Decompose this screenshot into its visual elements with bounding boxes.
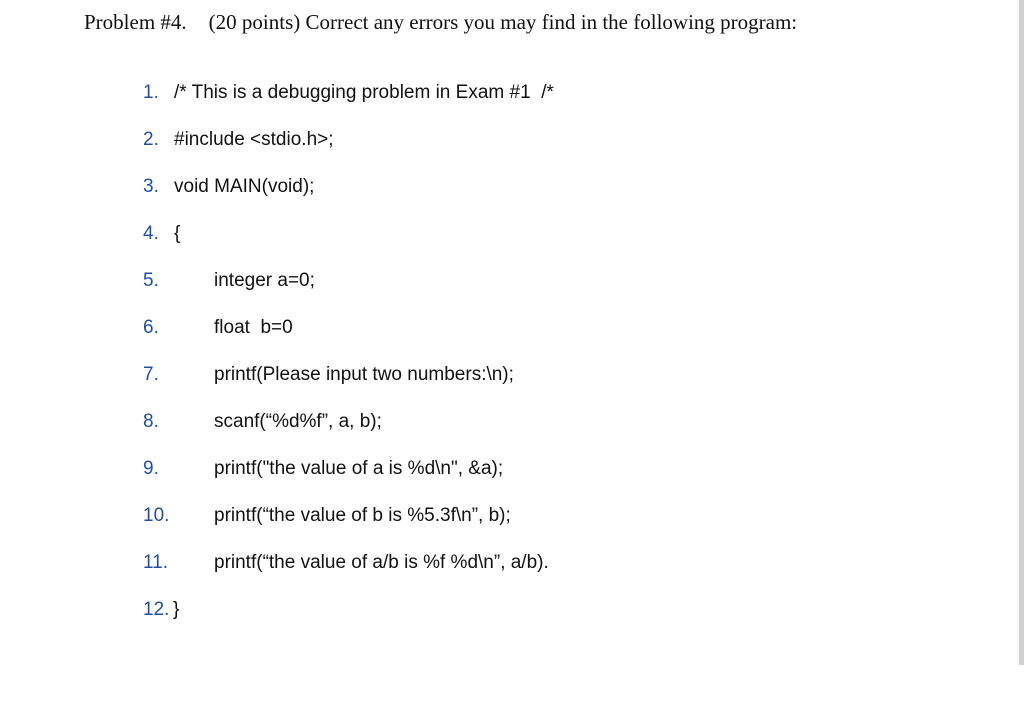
code-line — [0, 221, 181, 247]
problem-heading — [84, 9, 797, 35]
line-code: /* This is a debugging problem in Exam #1 /* — [174, 82, 554, 103]
line-code: float b=0 — [214, 317, 293, 338]
line-code: printf("the value of a is %d\n", &a); — [214, 458, 504, 479]
code-line — [0, 174, 315, 200]
line-number: 4. — [143, 223, 159, 244]
line-code: printf(Please input two numbers:\n); — [214, 364, 514, 385]
code-line — [0, 503, 511, 529]
code-line — [0, 127, 334, 153]
code-line — [0, 315, 293, 341]
line-number: 1. — [143, 82, 159, 103]
line-number: 10. — [143, 505, 170, 526]
line-number: 12. — [143, 599, 170, 620]
line-code: integer a=0; — [214, 270, 315, 291]
line-code: printf(“the value of a/b is %f %d\n”, a/b). — [214, 552, 549, 573]
problem-prompt: (20 points) Correct any errors you may find in the following program: — [208, 10, 798, 34]
code-line — [0, 456, 504, 482]
code-line — [0, 362, 514, 388]
code-line — [0, 268, 315, 294]
line-code: printf(“the value of b is %5.3f\n”, b); — [214, 505, 511, 526]
problem-label: Problem #4. — [84, 10, 187, 34]
line-code: } — [173, 599, 180, 620]
code-line — [0, 80, 554, 106]
line-code: { — [174, 223, 181, 244]
code-line — [0, 550, 549, 576]
page-edge-divider — [1019, 0, 1024, 665]
line-code: #include <stdio.h>; — [174, 129, 334, 150]
line-code: scanf(“%d%f”, a, b); — [214, 411, 382, 432]
code-line — [0, 409, 382, 435]
code-line — [0, 597, 180, 623]
line-number: 9. — [143, 458, 159, 479]
line-number: 3. — [143, 176, 159, 197]
line-number: 8. — [143, 411, 159, 432]
line-number: 6. — [143, 317, 159, 338]
line-number: 2. — [143, 129, 159, 150]
line-number: 5. — [143, 270, 159, 291]
line-code: void MAIN(void); — [174, 176, 315, 197]
line-number: 11. — [143, 552, 169, 573]
line-number: 7. — [143, 364, 159, 385]
